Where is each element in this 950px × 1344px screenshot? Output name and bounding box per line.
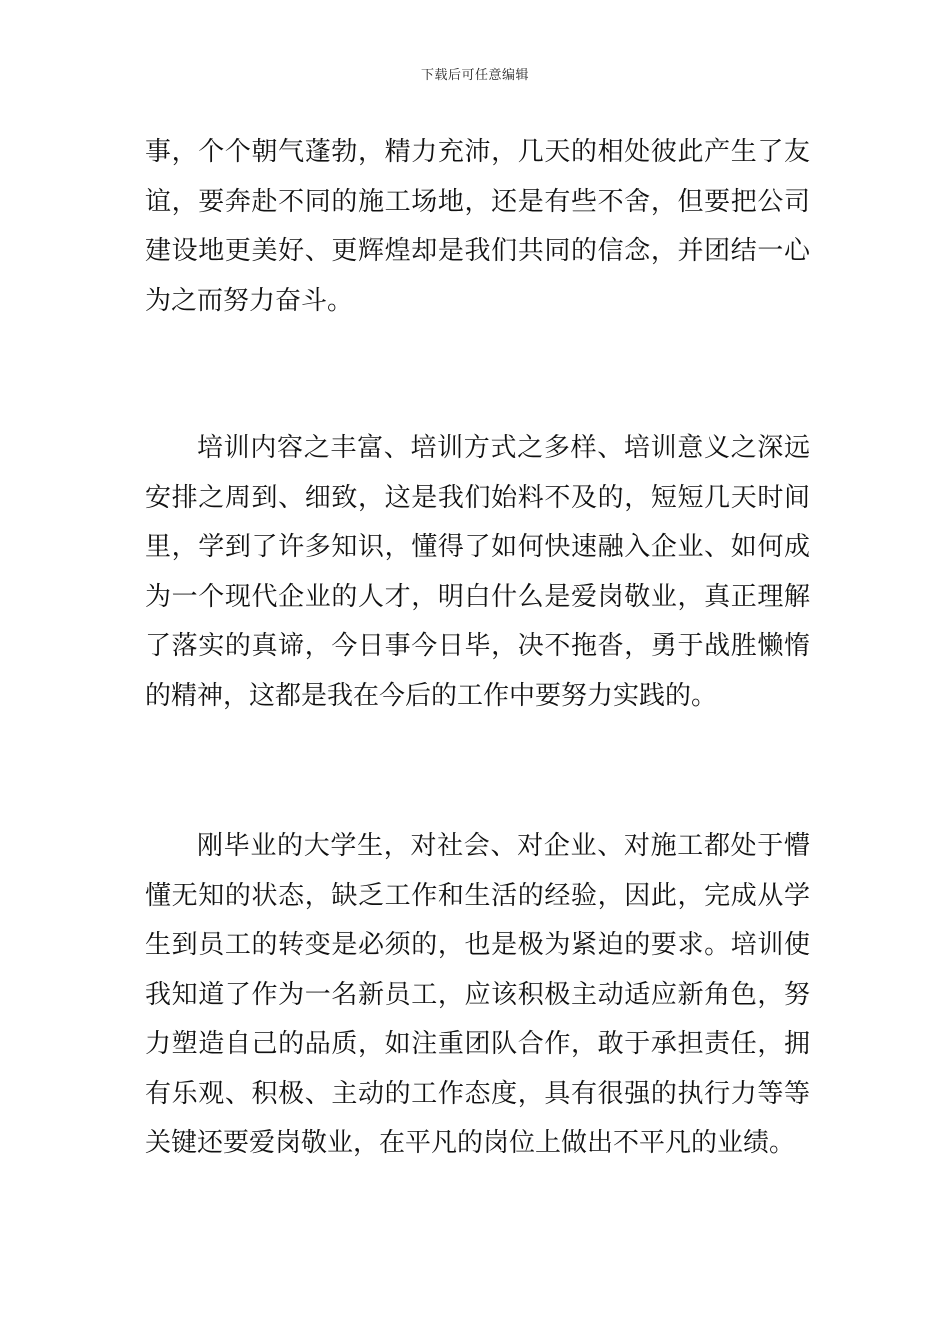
paragraph-line: 培训内容之丰富、培训方式之多样、培训意义之深远 — [197, 433, 810, 463]
header-note: 下载后可任意编辑 — [420, 68, 529, 83]
paragraph-line: 谊，要奔赴不同的施工场地，还是有些不舍，但要把公司 — [145, 186, 810, 217]
paragraph-line: 安排之周到、细致，这是我们始料不及的，短短几天时间 — [145, 482, 810, 513]
paragraph-2 — [145, 424, 810, 721]
paragraph-line: 刚毕业的大学生，对社会、对企业、对施工都处于懵 — [197, 831, 810, 861]
paragraph-line: 为之而努力奋斗。 — [145, 285, 354, 316]
paragraph-line: 为一个现代企业的人才，明白什么是爱岗敬业，真正理解 — [145, 581, 810, 612]
paragraph-3 — [145, 822, 810, 1169]
paragraph-line: 懂无知的状态，缺乏工作和生活的经验，因此，完成从学 — [145, 880, 810, 911]
paragraph-line: 事，个个朝气蓬勃，精力充沛，几天的相处彼此产生了友 — [145, 137, 810, 167]
paragraph-line: 生到员工的转变是必须的，也是极为紧迫的要求。培训使 — [145, 930, 810, 960]
paragraph-line: 建设地更美好、更辉煌却是我们共同的信念，并团结一心 — [145, 236, 810, 266]
paragraph-line: 我知道了作为一名新员工，应该积极主动适应新角色，努 — [145, 979, 810, 1010]
paragraph-line: 里，学到了许多知识，懂得了如何快速融入企业、如何成 — [145, 532, 810, 562]
paragraph-1 — [145, 128, 810, 326]
paragraph-line: 有乐观、积极、主动的工作态度，具有很强的执行力等等 — [145, 1078, 810, 1109]
paragraph-line: 力塑造自己的品质，如注重团队合作，敢于承担责任，拥 — [145, 1029, 810, 1059]
paragraph-line: 了落实的真谛，今日事今日毕，决不拖沓，勇于战胜懒惰 — [145, 631, 810, 661]
paragraph-line: 关键还要爱岗敬业，在平凡的岗位上做出不平凡的业绩。 — [145, 1128, 796, 1158]
paragraph-line: 的精神，这都是我在今后的工作中要努力实践的。 — [145, 680, 718, 711]
